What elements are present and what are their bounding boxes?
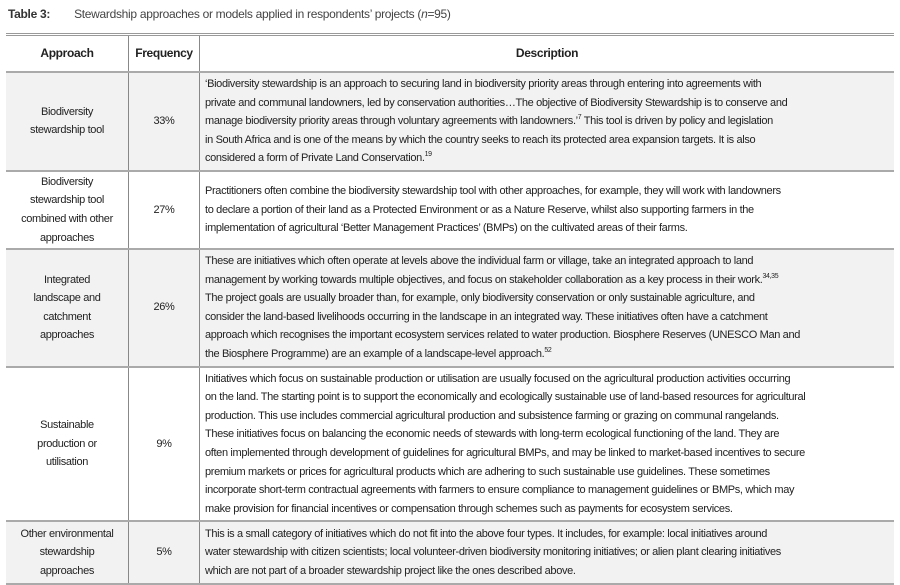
stewardship-table [6,33,894,585]
approach-line: stewardship tool [30,194,104,207]
approach-line: Sustainable [40,419,94,432]
caption-n-value: =95) [427,7,451,21]
frequency-value: 26% [153,301,175,314]
approach-cell [6,367,129,522]
description-line: considered a form of Private Land Conservation.$^{19}$ [205,151,432,165]
description-line: These are initiatives which often operate at levels above the individual farm or village, take an integrated approach to land [205,254,754,267]
header-frequency [129,35,200,73]
approach-line: production or [37,437,97,450]
description-text [200,250,894,366]
table-label: Table 3: [8,7,51,21]
citation-superscript: 34,35 [762,272,779,280]
description-text [200,368,894,521]
description-cell [200,72,895,171]
description-line: Practitioners often combine the biodiversity stewardship tool with other approaches, for example, they will work with landowners [205,185,781,198]
approach-cell [6,249,129,367]
description-line: This is a small category of initiatives which do not fit into the above four types. It includes, for example: local initiatives around [205,527,768,540]
description-line: manage biodiversity priority areas through voluntary agreements with landowners.’$^7$ This tool is driven by policy and legislation [205,114,773,128]
approach-line: Biodiversity [40,175,94,188]
description-line: approach which recognises the important ecosystem services related to water production. Biosphere Reserves (UNESCO Man and [205,329,800,342]
description-cell [200,171,895,249]
approach-line: utilisation [45,456,88,469]
approach-cell [6,521,129,584]
description-line: make provision for financial incentives or compensation through schemes such as payments for ecosystem services. [205,502,733,515]
approach-line: catchment [43,310,91,323]
description-line: incorporate short-term contractual agreements with farmers to ensure compliance to management guidelines or BMPs, which may [205,484,795,497]
description-line: on the land. The starting point is to support the economically and ecologically sustainable use of land-based resources for agricultural [205,391,806,404]
description-line: management by working towards multiple objectives, and focus on stakeholder collaboration as a key process in their work.$^{34,35}$ [205,272,779,286]
frequency-cell [129,72,200,171]
frequency-cell [129,249,200,367]
frequency-cell [129,367,200,522]
caption-text: Stewardship approaches or models applied in respondents’ projects ( [74,7,422,21]
description-line: The project goals are usually broader than, for example, only biodiversity conservation or only sustainable agriculture, and [205,292,755,305]
header-row [6,35,894,73]
description-line: ‘Biodiversity stewardship is an approach to securing land in biodiversity priority areas through entering into agreements with [205,78,762,90]
header-approach-label: Approach [40,46,94,61]
table-row [6,249,894,367]
description-text [200,523,894,583]
header-frequency-label: Frequency [135,46,193,61]
header-description-label: Description [515,46,579,61]
description-line: premium markets or prices for agricultural products which are adhering to such sustainable use guidelines. These sometimes [205,465,770,478]
description-cell [200,367,895,522]
frequency-value: 5% [156,546,172,559]
header-description [200,35,895,73]
approach-cell [6,171,129,249]
description-cell [200,521,895,584]
header-approach [6,35,129,73]
citation-superscript: 52 [544,346,552,354]
description-line: to declare a portion of their land as a Protected Environment or as a Nature Reserve, whilst also supporting farmers in the [205,203,754,216]
description-line: Initiatives which focus on sustainable production or utilisation are usually focused on the agricultural production activities occurring [205,372,791,385]
approach-line: landscape and [33,292,101,305]
description-line: the Biosphere Programme) are an example of a landscape-level approach.$^{52}$ [205,346,552,360]
description-line: water stewardship with citizen scientists; local volunteer-driven biodiversity monitoring initiatives; or alien plant clearing initiatives [205,546,781,559]
frequency-value: 27% [153,203,175,216]
description-text [200,180,894,240]
description-line: in South Africa and is one of the means by which the country seeks to reach its protected area expansion targets. It is also [205,133,756,146]
approach-cell [6,72,129,171]
table-caption [8,7,892,21]
description-line: consider the land-based livelihoods occurring in the landscape in an integrated way. These initiatives often have a catchment [205,310,768,323]
approach-line: Biodiversity [40,105,94,118]
description-line: private and communal landowners, led by conservation authorities…The objective of Biodiversity Stewardship is to conserve and [205,96,788,109]
approach-line: stewardship tool [30,124,104,137]
approach-line: approaches [40,565,94,578]
approach-line: Other environmental [20,527,114,540]
table-row [6,72,894,171]
table-body [6,72,894,584]
citation-superscript: 7 [577,114,582,122]
table-row [6,367,894,522]
citation-superscript: 19 [424,151,432,159]
description-cell [200,249,895,367]
frequency-value: 33% [153,115,175,128]
table-row [6,171,894,249]
description-line: production. This use includes commercial agricultural production and subsistence farming or grazing on communal rangelands. [205,409,779,422]
approach-line: approaches [40,329,94,342]
description-line: often implemented through development of guidelines for agricultural BMPs, and may be linked to market-based incentives to secure [205,446,805,459]
frequency-value: 9% [156,437,172,450]
frequency-cell [129,521,200,584]
description-text [200,73,894,170]
description-line: These initiatives focus on balancing the economic needs of stewards with long-term ecological functioning of the land. They are [205,428,780,441]
table-row [6,521,894,584]
approach-line: approaches [40,231,94,244]
approach-line: Integrated [43,273,91,286]
approach-line: stewardship [39,546,95,559]
frequency-cell [129,171,200,249]
description-line: which are not part of a broader stewardship project like the ones described above. [205,565,576,578]
caption-n: n [421,7,428,21]
approach-line: combined with other [21,212,113,225]
description-line: implementation of agricultural ‘Better Management Practices’ (BMPs) on the cultivated areas of their farms. [205,222,688,235]
